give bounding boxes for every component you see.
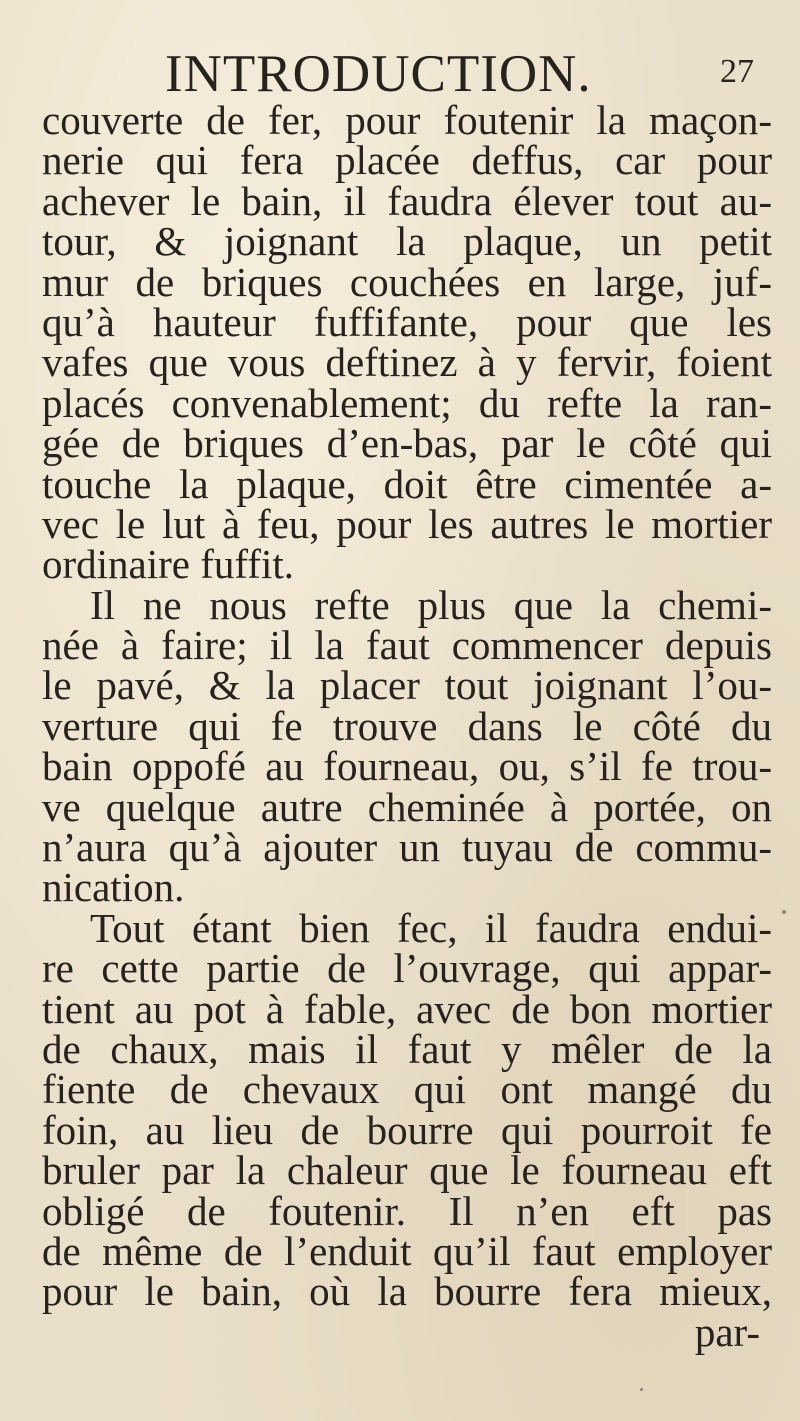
body-text (42, 97, 772, 1355)
text-line: nerie qui fera placée deffus, car pour (42, 137, 772, 184)
text-line: Tout étant bien fec, il faudra endui- (90, 904, 772, 951)
text-line: bain oppofé au fourneau, ou, s’il fe trou- (42, 743, 772, 790)
ink-speck (782, 910, 786, 914)
text-line: ordinaire fuffit. (42, 541, 294, 588)
running-head (165, 44, 775, 104)
text-line: le pavé, & la placer tout joignant l’ou- (42, 662, 772, 709)
text-line: de même de l’enduit qu’il faut employer (42, 1227, 772, 1274)
page-number: 27 (720, 53, 754, 90)
text-line: tour, & joignant la plaque, un petit (42, 218, 772, 265)
text-line: nication. (42, 864, 185, 911)
text-line: ve quelque autre cheminée à portée, on (42, 783, 772, 830)
text-line: de chaux, mais il faut y mêler de la (42, 1025, 772, 1072)
text-line: par- (694, 1308, 760, 1355)
text-line: foin, au lieu de bourre qui pourroit fe (42, 1106, 772, 1153)
text-line: née à faire; il la faut commencer depuis (42, 622, 772, 669)
text-line: fiente de chevaux qui ont mangé du (42, 1066, 772, 1113)
text-line: vafes que vous deftinez à y fervir, foient (42, 339, 772, 386)
text-line: Il ne nous refte plus que la chemi- (90, 581, 772, 628)
ink-speck (640, 1388, 643, 1391)
text-line: achever le bain, il faudra élever tout au- (42, 177, 772, 224)
text-line: placés convenablement; du refte la ran- (42, 379, 772, 426)
chapter-title: INTRODUCTION. (165, 45, 592, 103)
text-line: vec le lut à feu, pour les autres le mortier (42, 500, 772, 547)
text-line: couverte de fer, pour foutenir la maçon- (42, 97, 772, 143)
text-line: mur de briques couchées en large, juf- (42, 258, 772, 305)
text-line: touche la plaque, doit être cimentée a- (42, 460, 772, 507)
text-line: bruler par la chaleur que le fourneau eft (42, 1147, 772, 1194)
text-line: pour le bain, où la bourre fera mieux, (42, 1268, 772, 1315)
text-line: qu’à hauteur fuffifante, pour que les (42, 298, 772, 345)
text-line: obligé de foutenir. Il n’en eft pas (42, 1187, 772, 1234)
text-line: re cette partie de l’ouvrage, qui appar- (42, 945, 772, 992)
text-line: tient au pot à fable, avec de bon mortier (42, 985, 772, 1032)
text-line: gée de briques d’en-bas, par le côté qui (42, 420, 772, 467)
text-line: verture qui fe trouve dans le côté du (42, 702, 772, 749)
text-line: n’aura qu’à ajouter un tuyau de commu- (42, 824, 772, 871)
